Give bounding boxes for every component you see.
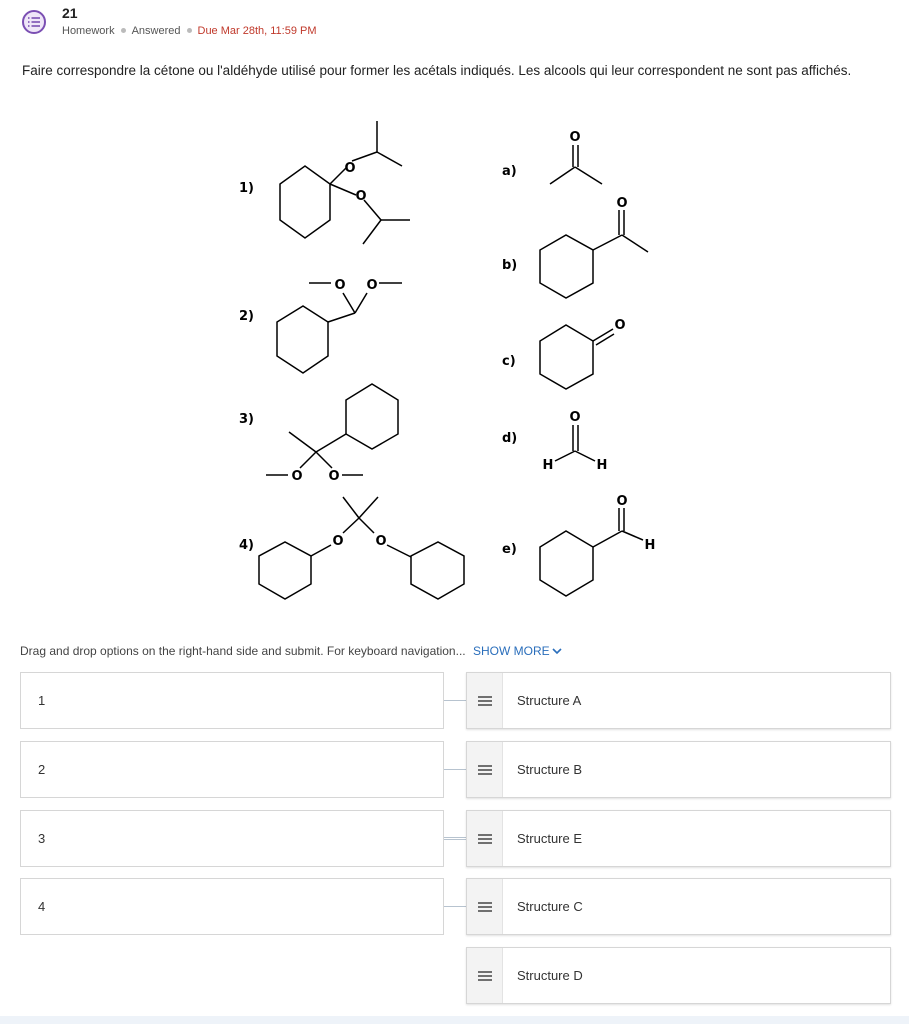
- chevron-down-icon: [552, 648, 562, 655]
- drop-target-2[interactable]: [20, 741, 444, 798]
- drop-target-label: 3: [38, 831, 46, 846]
- match-connector: [444, 837, 466, 840]
- option-structure-e[interactable]: [466, 810, 891, 867]
- oxygen-atom: O: [616, 196, 628, 211]
- structure-label-a: a): [502, 164, 517, 179]
- structure-label-2: 2): [239, 309, 254, 324]
- question-type: Homework: [62, 25, 115, 37]
- drop-target-label: 4: [38, 899, 46, 914]
- drag-handle-icon[interactable]: [467, 742, 503, 797]
- option-label: Structure E: [517, 831, 583, 846]
- drop-target-1[interactable]: [20, 672, 444, 729]
- option-label: Structure A: [517, 693, 582, 708]
- question-number: 21: [62, 5, 78, 21]
- hydrogen-atom: H: [596, 458, 608, 473]
- question-prompt: Faire correspondre la cétone ou l'aldéhyde utilisé pour former les acétals indiqués. Les alcools qui leur correspondent ne sont pas affichés.: [22, 63, 852, 78]
- oxygen-atom: O: [616, 494, 628, 509]
- oxygen-atom: O: [291, 469, 303, 484]
- oxygen-atom: O: [614, 318, 626, 333]
- match-connector: [444, 906, 466, 907]
- option-label: Structure B: [517, 762, 583, 777]
- structure-bonds: [259, 121, 648, 599]
- oxygen-atom: O: [332, 534, 344, 549]
- structure-label-e: e): [502, 542, 517, 557]
- option-structure-b[interactable]: [466, 741, 891, 798]
- drop-target-3[interactable]: [20, 810, 444, 867]
- drop-target-4[interactable]: [20, 878, 444, 935]
- drag-handle-icon[interactable]: [467, 879, 503, 934]
- option-structure-c[interactable]: [466, 878, 891, 935]
- hydrogen-atom: H: [644, 538, 656, 553]
- structure-label-3: 3): [239, 412, 254, 427]
- match-connector: [444, 700, 466, 701]
- question-status: Answered: [131, 25, 181, 37]
- oxygen-atom: O: [334, 278, 346, 293]
- drag-drop-instructions: [20, 644, 562, 658]
- show-more-link[interactable]: [473, 644, 562, 658]
- instructions-text: Drag and drop options on the right-hand side and submit. For keyboard navigation...: [20, 644, 466, 658]
- structure-label-1: 1): [239, 181, 254, 196]
- structure-label-d: d): [502, 431, 518, 446]
- drop-target-label: 2: [38, 762, 46, 777]
- drop-target-label: 1: [38, 693, 46, 708]
- hydrogen-atom: H: [542, 458, 554, 473]
- oxygen-atom: O: [569, 130, 581, 145]
- structure-label-4: 4): [239, 538, 254, 553]
- oxygen-atom: O: [355, 189, 367, 204]
- oxygen-atom: O: [328, 469, 340, 484]
- match-connector: [444, 769, 466, 770]
- show-more-label: SHOW MORE: [472, 644, 550, 658]
- option-label: Structure D: [517, 968, 583, 983]
- structure-label-b: b): [502, 258, 518, 273]
- drag-handle-icon[interactable]: [467, 948, 503, 1003]
- drag-handle-icon[interactable]: [467, 811, 503, 866]
- oxygen-atom: O: [366, 278, 378, 293]
- option-label: Structure C: [517, 899, 583, 914]
- option-structure-a[interactable]: [466, 672, 891, 729]
- option-structure-d[interactable]: [466, 947, 891, 1004]
- oxygen-atom: O: [569, 410, 581, 425]
- drag-handle-icon[interactable]: [467, 673, 503, 728]
- oxygen-atom: O: [344, 161, 356, 176]
- due-date: Due Mar 28th, 11:59 PM: [197, 25, 317, 37]
- oxygen-atom: O: [375, 534, 387, 549]
- structure-label-c: c): [502, 354, 516, 369]
- footer-strip: [0, 1016, 909, 1024]
